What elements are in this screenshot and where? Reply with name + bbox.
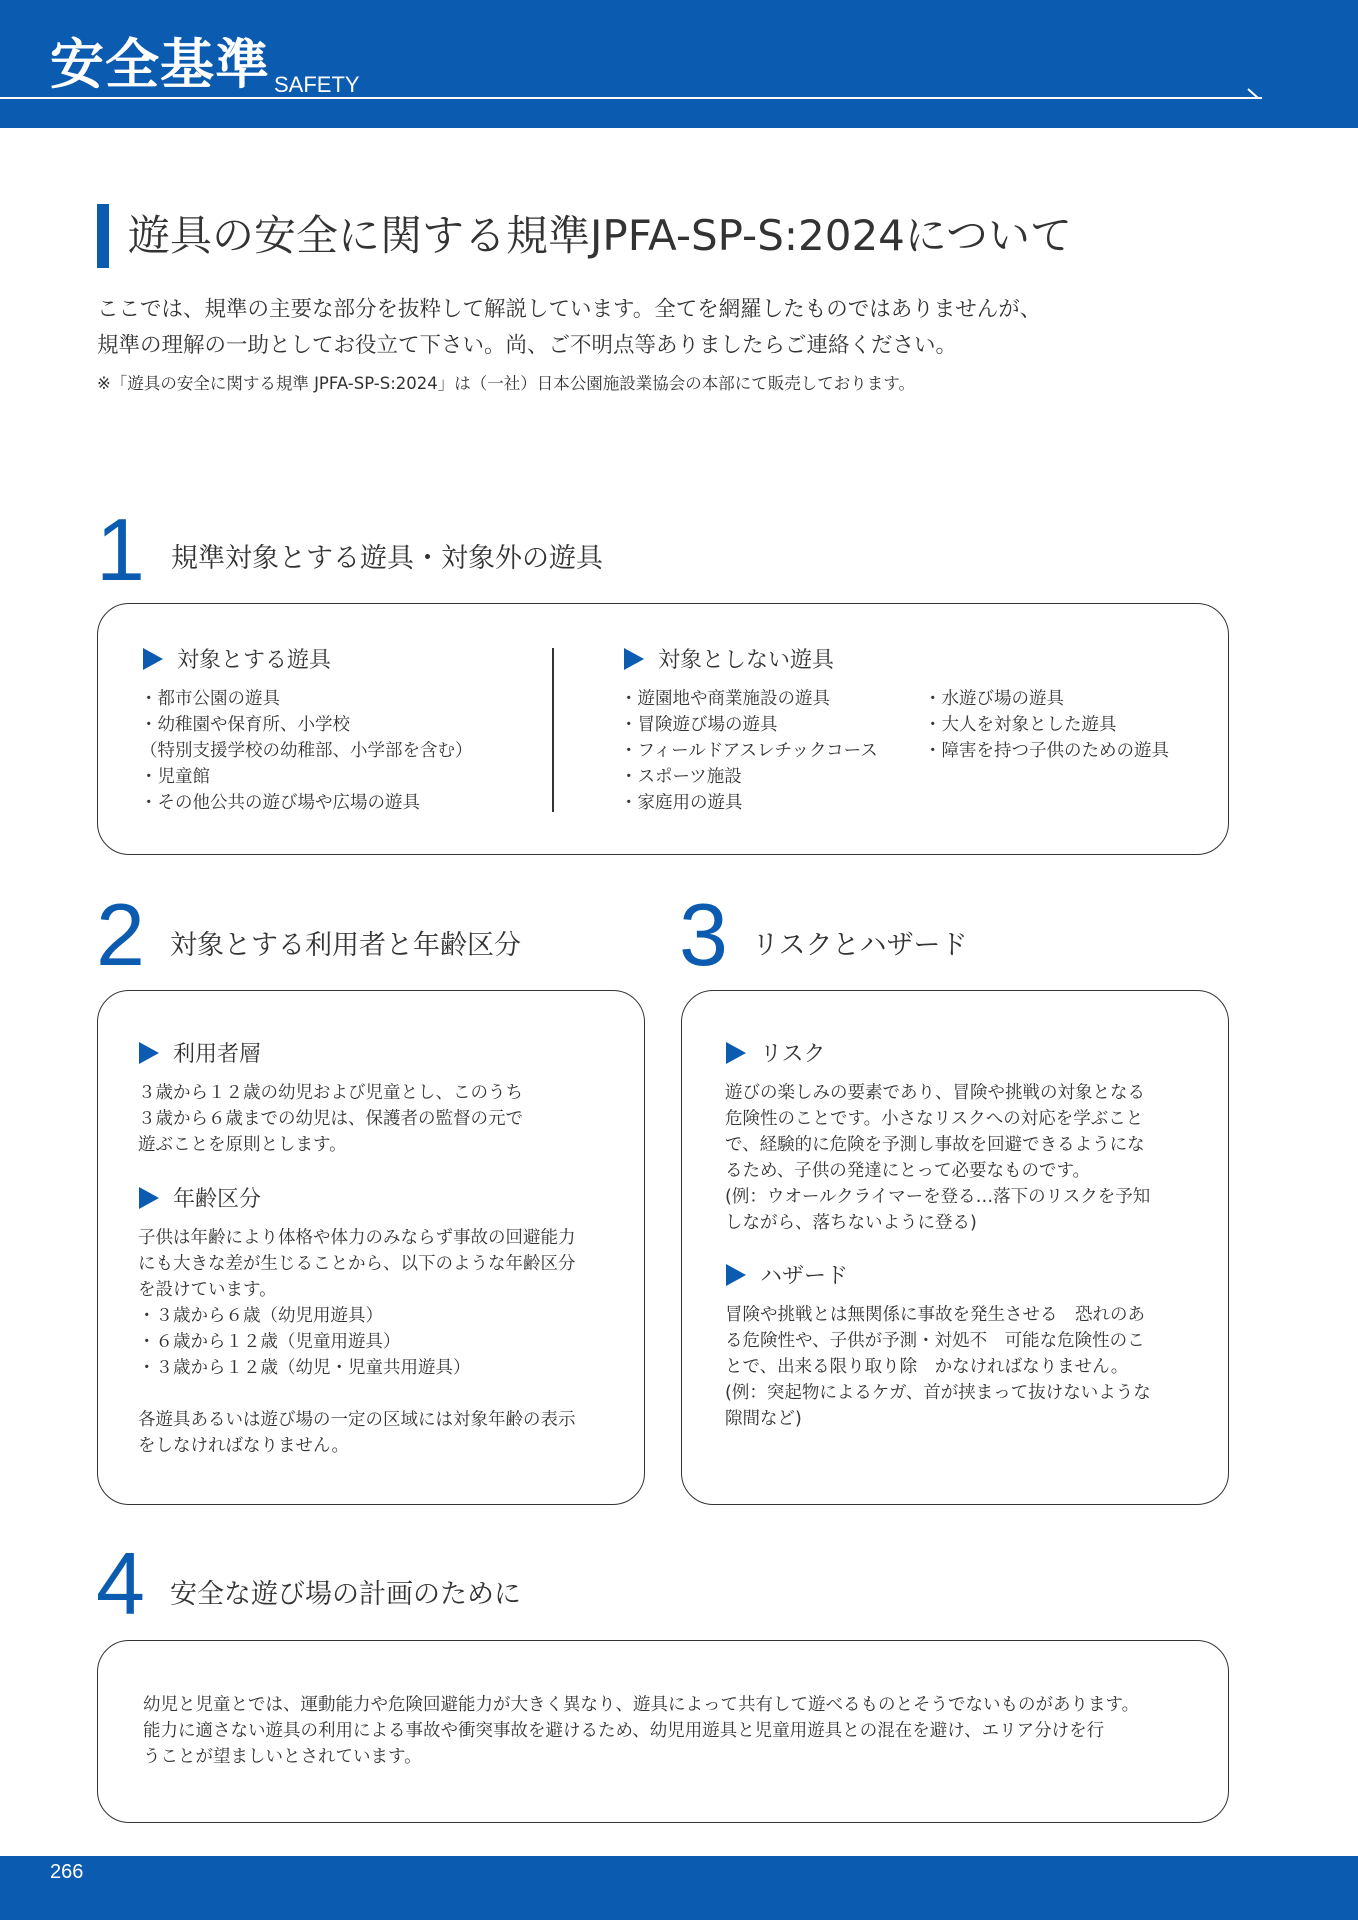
list-item: ・スポーツ施設	[620, 767, 742, 787]
age-text: 子供は年齢により体格や体力のみならず事故の回避能力 にも大きな差が生じることから、以下のような年齢区分 を設けています。 ・３歳から６歳（幼児用遊具） ・６歳から１２歳（児童用遊具） ・３歳から１２歳（幼児・児童共用遊具） 各遊具あるいは遊び場の一定の区域には対象年齢の表示 をしなければなりません。	[138, 1228, 576, 1456]
triangle-bullet-icon	[624, 648, 644, 670]
section-4-number: 4	[96, 1534, 145, 1633]
risk-heading	[726, 1042, 826, 1066]
target-equipment-heading	[143, 648, 331, 672]
target-equipment-heading-label: 対象とする遊具	[177, 648, 332, 673]
users-text: ３歳から１２歳の幼児および児童とし、このうち ３歳から６歳までの幼児は、保護者の監督の元で 遊ぶことを原則とします。	[138, 1083, 523, 1155]
target-equipment-list	[140, 686, 473, 816]
non-target-list-left	[620, 686, 878, 816]
list-item: ・児童館	[140, 767, 210, 787]
list-item: ・フィールドアスレチックコース	[620, 741, 878, 761]
list-item: ・冒険遊び場の遊具	[620, 715, 778, 735]
list-item: （特別支援学校の幼稚部、小学部を含む）	[140, 741, 473, 761]
page-title: 遊具の安全に関する規準JPFA-SP-S:2024について	[128, 211, 1073, 260]
section-3-title: リスクとハザード	[752, 930, 968, 961]
triangle-bullet-icon	[726, 1042, 746, 1064]
list-item: ・水遊び場の遊具	[924, 689, 1064, 709]
triangle-bullet-icon	[143, 648, 163, 670]
page-number: 266	[50, 1861, 84, 1883]
users-heading-label: 利用者層	[173, 1042, 262, 1067]
section-2-title: 対象とする利用者と年齢区分	[170, 930, 521, 961]
intro-line-2: 規準の理解の一助としてお役立て下さい。尚、ご不明点等ありましたらご連絡ください。	[97, 333, 958, 358]
triangle-bullet-icon	[726, 1264, 746, 1286]
intro-line-1: ここでは、規準の主要な部分を抜粋して解説しています。全てを網羅したものではありませんが、	[97, 297, 1042, 322]
section-1-title: 規準対象とする遊具・対象外の遊具	[171, 543, 603, 574]
list-item: ・障害を持つ子供のための遊具	[924, 741, 1169, 761]
section-4-title: 安全な遊び場の計画のために	[170, 1579, 521, 1610]
list-item: ・都市公園の遊具	[140, 689, 280, 709]
hazard-text: 冒険や挑戦とは無関係に事故を発生させる 恐れのあ る危険性や、子供が予測・対処不 可能な危険性のこ とで、出来る限り取り除 かなければなりません。 (例：突起物によるケガ、首が挟まって抜けないような 隙間など)	[725, 1305, 1151, 1429]
triangle-bullet-icon	[139, 1187, 159, 1209]
risk-text: 遊びの楽しみの要素であり、冒険や挑戦の対象となる 危険性のことです。小さなリスクへの対応を学ぶこと で、経験的に危険を予測し事故を回避できるようにな るため、子供の発達にとって必要なものです。 (例：ウオールクライマーを登る…落下のリスクを予知 しながら、落ちないように登る)	[725, 1083, 1151, 1233]
non-target-equipment-heading-label: 対象としない遊具	[658, 648, 835, 673]
title-accent-bar	[97, 204, 109, 268]
non-target-list-right	[924, 686, 1169, 764]
non-target-equipment-heading	[624, 648, 834, 672]
column-divider	[552, 648, 554, 812]
section-2-number: 2	[96, 885, 145, 984]
sales-note: ※「遊具の安全に関する規準 JPFA-SP-S:2024」は（一社）日本公園施設業協会の本部にて販売しております。	[97, 374, 915, 393]
section-4-text: 幼児と児童とでは、運動能力や危険回避能力が大きく異なり、遊具によって共有して遊べるものとそうでないものがあります。 能力に適さない遊具の利用による事故や衝突事故を避けるため、幼児用遊具と児童用遊具との混在を避け、エリア分けを行 うことが望ましいとされています。	[143, 1695, 1140, 1767]
section-1-number: 1	[96, 500, 145, 599]
age-heading	[139, 1187, 261, 1211]
header-title: 安全基準	[50, 33, 270, 96]
risk-heading-label: リスク	[760, 1042, 826, 1067]
hazard-heading	[726, 1264, 848, 1288]
list-item: ・大人を対象とした遊具	[924, 715, 1117, 735]
intro-text	[97, 292, 1041, 364]
list-item: ・遊園地や商業施設の遊具	[620, 689, 830, 709]
age-heading-label: 年齢区分	[173, 1187, 262, 1212]
triangle-bullet-icon	[139, 1042, 159, 1064]
list-item: ・家庭用の遊具	[620, 793, 743, 813]
header-subtitle: SAFETY	[274, 72, 360, 97]
list-item: ・幼稚園や保育所、小学校	[140, 715, 350, 735]
footer-band	[0, 1856, 1358, 1920]
users-heading	[139, 1042, 261, 1066]
section-3-number: 3	[679, 885, 728, 984]
hazard-heading-label: ハザード	[760, 1264, 849, 1289]
list-item: ・その他公共の遊び場や広場の遊具	[140, 793, 420, 813]
header-rule	[0, 97, 1262, 99]
